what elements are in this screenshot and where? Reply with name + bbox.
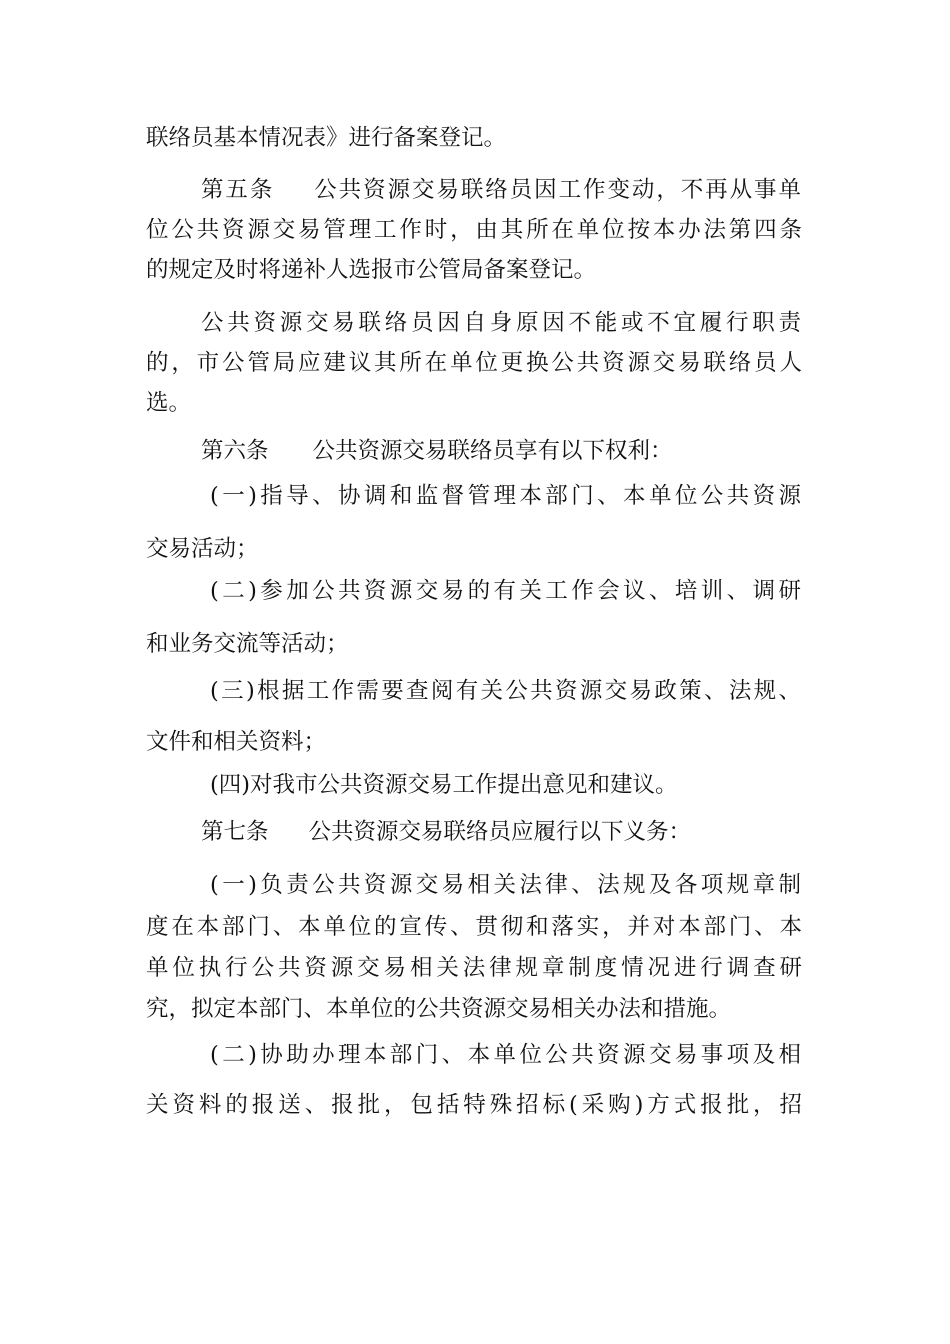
text-line: 公共资源交易联络员因工作变动，不再从事单: [312, 177, 801, 203]
text-line: 究，拟定本部门、本单位的公共资源交易相关办法和措施。: [146, 996, 732, 1022]
text-line: 公共资源交易联络员应履行以下义务：: [308, 819, 692, 845]
text-line: 文件和相关资料；: [146, 729, 327, 755]
text-line: 选。: [146, 390, 192, 416]
text-line: 位公共资源交易管理工作时，由其所在单位按本办法第四条: [146, 217, 802, 243]
article-heading: 第七条: [201, 819, 269, 845]
list-item-line: (三)根据工作需要查阅有关公共资源交易政策、法规、: [210, 678, 801, 704]
text-line: 交易活动；: [146, 536, 259, 562]
text-line: 和业务交流等活动；: [146, 631, 349, 657]
article-heading: 第六条: [201, 438, 269, 464]
list-item-line: (二)协助办理本部门、本单位公共资源交易事项及相: [210, 1042, 801, 1068]
text-line: 公共资源交易联络员因自身原因不能或不宜履行职责: [201, 310, 801, 336]
text-line: 联络员基本情况表》进行备案登记。: [146, 125, 507, 151]
text-line: 的，市公管局应建议其所在单位更换公共资源交易联络员人: [146, 350, 802, 376]
list-item-line: (二)参加公共资源交易的有关工作会议、培训、调研: [210, 578, 801, 604]
article-7-heading-line: [201, 817, 801, 847]
text-line: 关资料的报送、报批，包括特殊招标(采购)方式报批，招: [146, 1092, 802, 1118]
list-item-line: (一)负责公共资源交易相关法律、法规及各项规章制: [210, 872, 801, 898]
list-item-line: (一)指导、协调和监督管理本部门、本单位公共资源: [210, 483, 801, 509]
article-5-first-line: [201, 175, 801, 205]
text-line: 的规定及时将递补人选报市公管局备案登记。: [146, 257, 597, 283]
text-line: 公共资源交易联络员享有以下权利：: [312, 438, 673, 464]
article-6-heading-line: [201, 436, 801, 466]
list-item-line: (四)对我市公共资源交易工作提出意见和建议。: [210, 772, 678, 798]
text-line: 单位执行公共资源交易相关法律规章制度情况进行调查研: [146, 955, 802, 981]
article-heading: 第五条: [201, 177, 275, 203]
text-line: 度在本部门、本单位的宣传、贯彻和落实，并对本部门、本: [146, 914, 802, 940]
